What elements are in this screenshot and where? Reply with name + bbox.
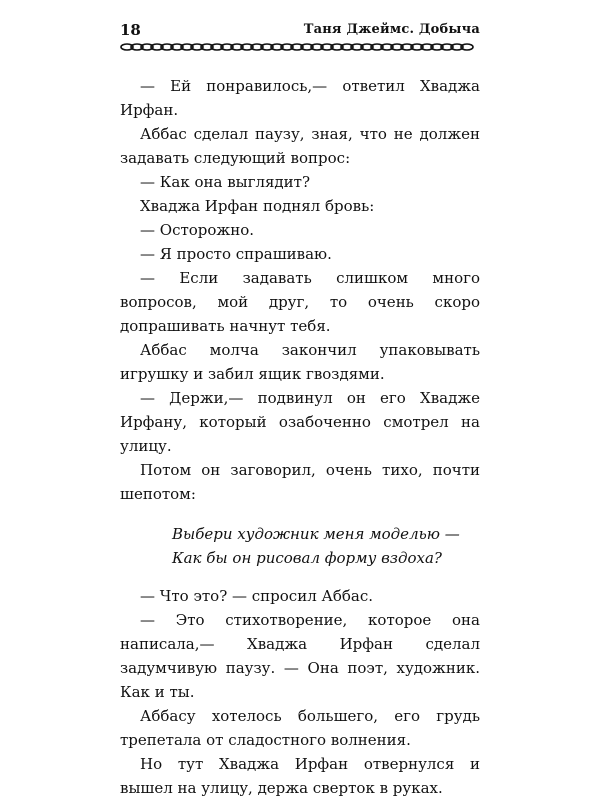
paragraph: — Осторожно. [140, 221, 255, 239]
paragraph: Аббас сделал паузу, зная, что не должен задавать следующий вопрос: [120, 125, 480, 167]
paragraph: — Это стихотворение, которое она написала,— Хваджа Ирфан сделал задумчивую паузу. — Она поэт, художник. Как и ты. [120, 611, 480, 701]
chain-ornament-divider [120, 42, 480, 52]
verse-line: Как бы он рисовал форму вздоха? [172, 549, 442, 567]
paragraph: — Держи,— подвинул он его Хвадже Ирфану, который озабоченно смотрел на улицу. [120, 389, 480, 455]
paragraph: Потом он заговорил, очень тихо, почти шепотом: [120, 461, 480, 503]
page-header [120, 20, 480, 42]
verse-block [120, 522, 480, 570]
paragraph: — Я просто спрашиваю. [140, 245, 332, 263]
paragraph: — Что это? — спросил Аббас. [140, 587, 374, 605]
paragraph: — Как она выглядит? [140, 173, 311, 191]
paragraph: — Ей понравилось,— ответил Хваджа Ирфан. [120, 77, 480, 119]
body-text [120, 74, 480, 800]
page-number: 18 [120, 21, 141, 39]
paragraph: Но тут Хваджа Ирфан отвернулся и вышел на улицу, держа сверток в руках. [120, 755, 480, 797]
verse-line: Выбери художник меня моделью — [172, 525, 460, 543]
paragraph: — Если задавать слишком много вопросов, мой друг, то очень скоро допрашивать начнут тебя. [120, 269, 480, 335]
paragraph: Аббасу хотелось большего, его грудь трепетала от сладостного волнения. [120, 707, 480, 749]
paragraph: Аббас молча закончил упаковывать игрушку и забил ящик гвоздями. [120, 341, 480, 383]
running-title: Таня Джеймс. Добыча [303, 22, 480, 37]
paragraph: Хваджа Ирфан поднял бровь: [140, 197, 375, 215]
